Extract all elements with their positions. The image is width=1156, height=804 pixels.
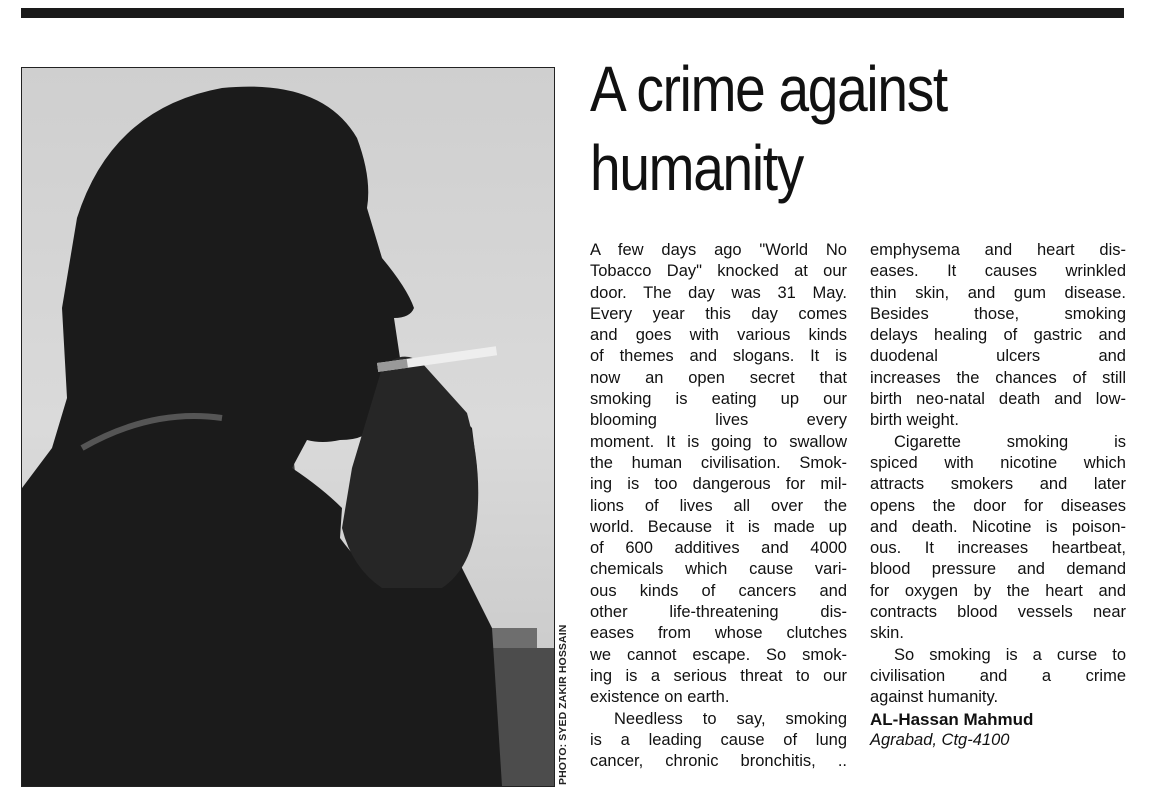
photo-credit: PHOTO: SYED ZAKIR HOSSAIN <box>557 624 569 785</box>
article-column-2 <box>870 240 1126 751</box>
article-line: contracts blood vessels near <box>870 603 1126 622</box>
article-line: cancer, chronic bronchitis, .. <box>590 752 847 771</box>
article-line: blooming lives every <box>590 411 847 430</box>
article-line: skin. <box>870 624 904 643</box>
article-line: of 600 additives and 4000 <box>590 539 847 558</box>
author-location: Agrabad, Ctg-4100 <box>870 730 1010 749</box>
smoker-photo-image <box>22 68 554 786</box>
article-headline: A crime against humanity <box>590 53 947 204</box>
article-line: attracts smokers and later <box>870 475 1126 494</box>
article-line: Tobacco Day" knocked at our <box>590 262 847 281</box>
article-line: against humanity. <box>870 688 999 707</box>
article-column-1 <box>590 240 847 772</box>
article-line: So smoking is a curse to <box>894 645 1126 664</box>
article-line: Cigarette smoking is <box>894 432 1126 451</box>
article-line: for oxygen by the heart and <box>870 581 1126 600</box>
article-line: and goes with various kinds <box>590 326 847 345</box>
article-line: lions of lives all over the <box>590 496 847 515</box>
article-line: smoking is eating up our <box>590 390 847 409</box>
article-line: existence on earth. <box>590 688 730 707</box>
article-line: eases. It causes wrinkled <box>870 262 1126 281</box>
article-line: ing is too dangerous for mil- <box>590 475 847 494</box>
article-line: Besides those, smoking <box>870 304 1126 323</box>
top-rule <box>21 8 1124 18</box>
article-line: eases from whose clutches <box>590 624 847 643</box>
article-photo <box>21 67 555 787</box>
article-line: Needless to say, smoking <box>614 709 847 728</box>
article-line: and death. Nicotine is poison- <box>870 517 1126 536</box>
article-line: other life-threatening dis- <box>590 603 847 622</box>
article-line: the human civilisation. Smok- <box>590 453 847 472</box>
article-line: ous kinds of cancers and <box>590 581 847 600</box>
article-line: ing is a serious threat to our <box>590 666 847 685</box>
article-line: duodenal ulcers and <box>870 347 1126 366</box>
article-line: thin skin, and gum disease. <box>870 283 1126 302</box>
article-line: of themes and slogans. It is <box>590 347 847 366</box>
article-line: is a leading cause of lung <box>590 730 847 749</box>
article-line: birth neo-natal death and low- <box>870 390 1126 409</box>
article-line: Every year this day comes <box>590 304 847 323</box>
article-line: increases the chances of still <box>870 368 1126 387</box>
article-line: A few days ago "World No <box>590 241 847 259</box>
article-line: birth weight. <box>870 411 959 430</box>
article-line: moment. It is going to swallow <box>590 432 847 451</box>
article-line: emphysema and heart dis- <box>870 241 1126 259</box>
article-line: door. The day was 31 May. <box>590 283 847 302</box>
article-line: opens the door for diseases <box>870 496 1126 515</box>
article-line: civilisation and a crime <box>870 666 1126 685</box>
article-line: we cannot escape. So smok- <box>590 645 847 664</box>
article-line: now an open secret that <box>590 368 847 387</box>
article-line: spiced with nicotine which <box>870 453 1126 472</box>
article-line: chemicals which cause vari- <box>590 560 847 579</box>
article-line: blood pressure and demand <box>870 560 1126 579</box>
article-line: world. Because it is made up <box>590 517 847 536</box>
article-line: ous. It increases heartbeat, <box>870 539 1126 558</box>
author-name: AL-Hassan Mahmud <box>870 709 1034 729</box>
article-line: delays healing of gastric and <box>870 326 1126 345</box>
